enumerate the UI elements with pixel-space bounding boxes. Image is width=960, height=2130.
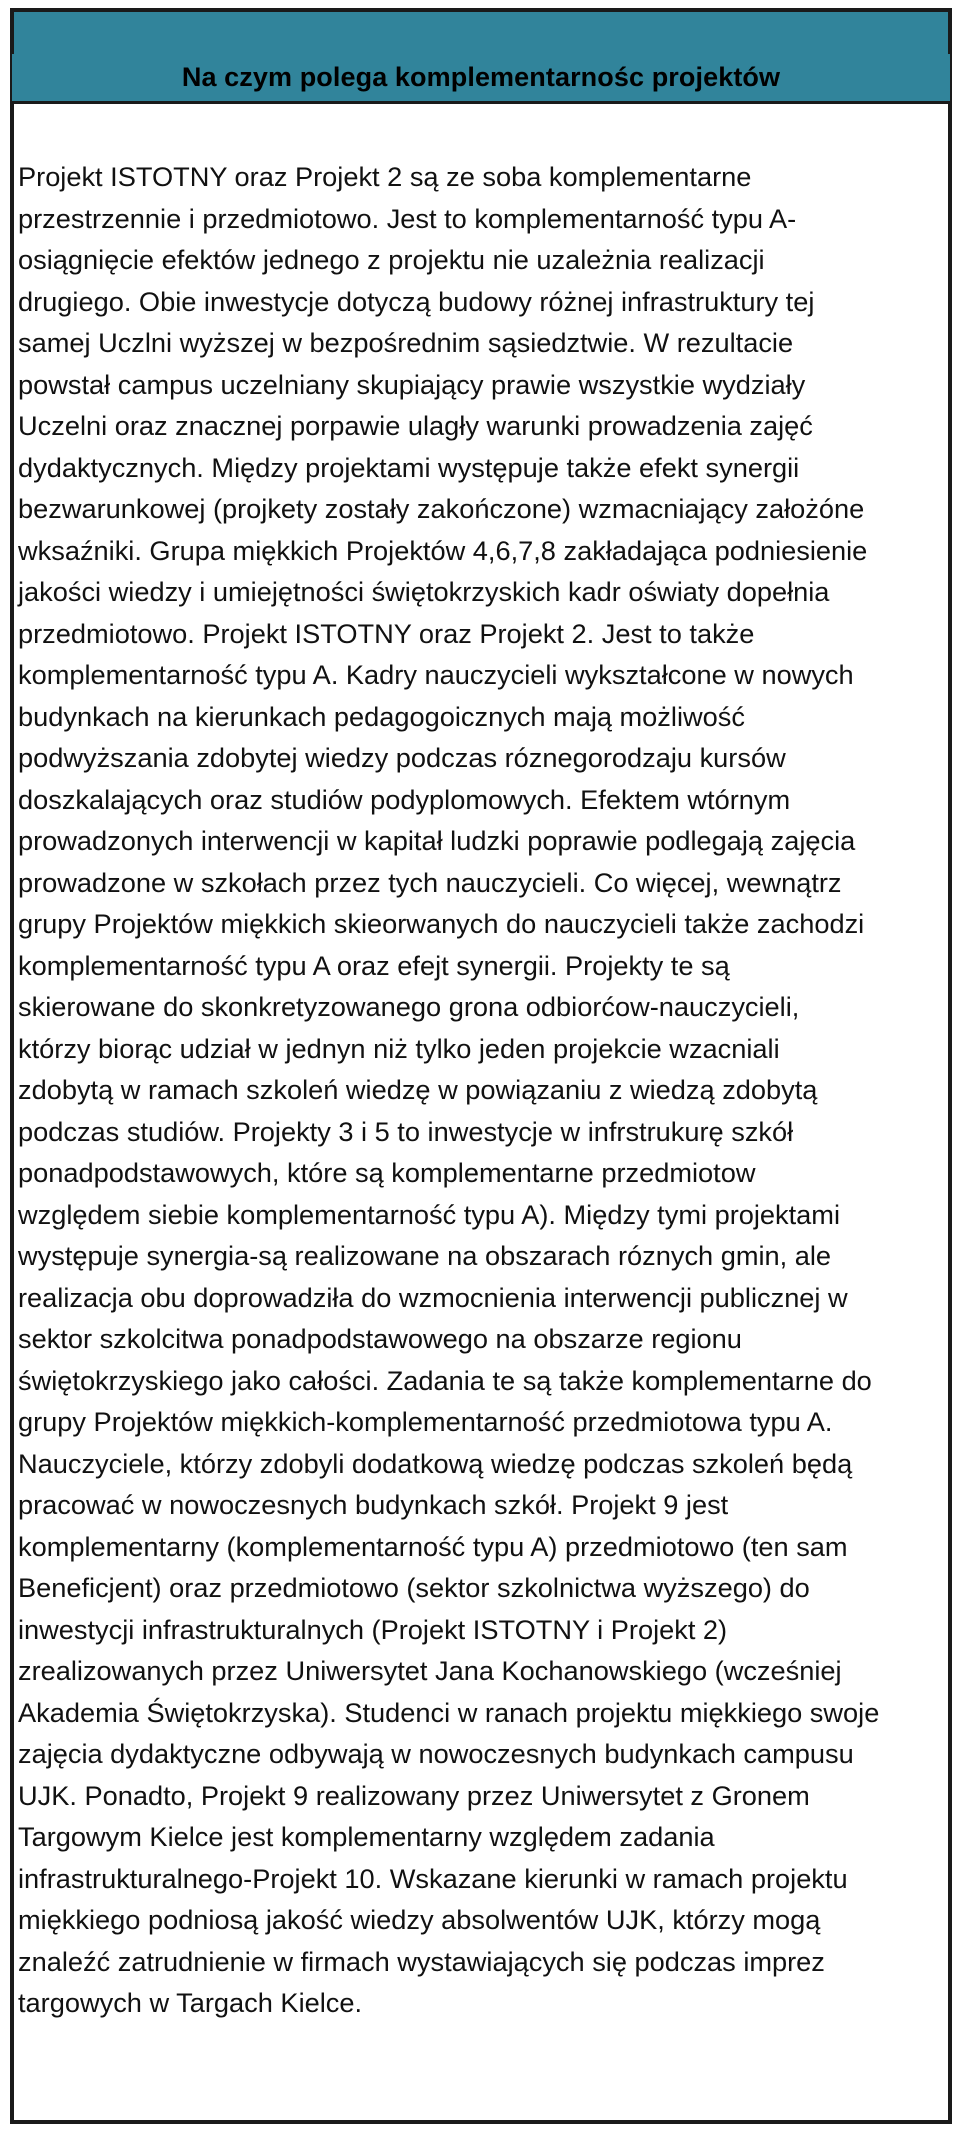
header-band: [10, 12, 952, 54]
page-title: Na czym polega komplementarnośc projektów: [181, 62, 781, 92]
body-paragraph: Projekt ISTOTNY oraz Projekt 2 są ze soba komplementarne przestrzennie i przedmiotowo. Jest to komplementarność typu A- osiągnięcie efektów jednego z projektu nie uzależnia realizacji drugiego. Obie inwestycje dotyczą budowy różnej infrastruktury tej samej Uczlni wyższej w bezpośrednim sąsiedztwie. W rezultacie powstał campus uczelniany skupiający prawie wszystkie wydziały Uczelni oraz znacznej porpawie ulagły warunki prowadzenia zajęć dydaktycznych. Między projektami występuje także efekt synergii bezwarunkowej (projkety zostały zakończone) wzmacniający założóne wksaźniki. Grupa miękkich Projektów 4,6,7,8 zakładająca podniesienie jakości wiedzy i umiejętności świętokrzyskich kadr oświaty dopełnia przedmiotowo. Projekt ISTOTNY oraz Projekt 2. Jest to także komplementarność typu A. Kadry nauczycieli wykształcone w nowych budynkach na kierunkach pedagogoicznych mają możliwość podwyższania zdobytej wiedzy podczas róznegorodzaju kursów doszkalających oraz studiów podyplomowych. Efektem wtórnym prowadzonych interwencji w kapitał ludzki poprawie podlegają zajęcia prowadzone w szkołach przez tych nauczycieli. Co więcej, wewnątrz grupy Projektów miękkich skieorwanych do nauczycieli także zachodzi komplementarność typu A oraz efejt synergii. Projekty te są skierowane do skonkretyzowanego grona odbiorćow-nauczycieli, którzy biorąc udział w jednyn niż tylko jeden projekcie wzacniali zdobytą w ramach szkoleń wiedzę w powiązaniu z wiedzą zdobytą podczas studiów. Projekty 3 i 5 to inwestycje w infrstrukurę szkół ponadpodstawowych, które są komplementarne przedmiotow względem siebie komplementarność typu A). Między tymi projektami występuje synergia-są realizowane na obszarach róznych gmin, ale realizacja obu doprowadziła do wzmocnienia interwencji publicznej w sektor szkolcitwa ponadpodstawowego na obszarze regionu świętokrzyskiego jako całości. Zadania te są także komplementarne do grupy Projektów miękkich-komplementarność przedmiotowa typu A. Nauczyciele, którzy zdobyli dodatkową wiedzę podczas szkoleń będą pracować w nowoczesnych budynkach szkół. Projekt 9 jest komplementarny (komplementarność typu A) przedmiotowo (ten sam Beneficjent) oraz przedmiotowo (sektor szkolnictwa wyższego) do inwestycji infrastrukturalnych (Projekt ISTOTNY i Projekt 2) zrealizowanych przez Uniwersytet Jana Kochanowskiego (wcześniej Akademia Świętokrzyska). Studenci w ranach projektu miękkiego swoje zajęcia dydaktyczne odbywają w nowoczesnych budynkach campusu UJK. Ponadto, Projekt 9 realizowany przez Uniwersytet z Gronem Targowym Kielce jest komplementarny względem zadania infrastrukturalnego-Projekt 10. Wskazane kierunki w ramach projektu miękkiego podniosą jakość wiedzy absolwentów UJK, którzy mogą znaleźć zatrudnienie w firmach wystawiających się podczas imprez targowych w Targach Kielce.: [18, 161, 880, 2018]
title-cell: [12, 54, 950, 104]
